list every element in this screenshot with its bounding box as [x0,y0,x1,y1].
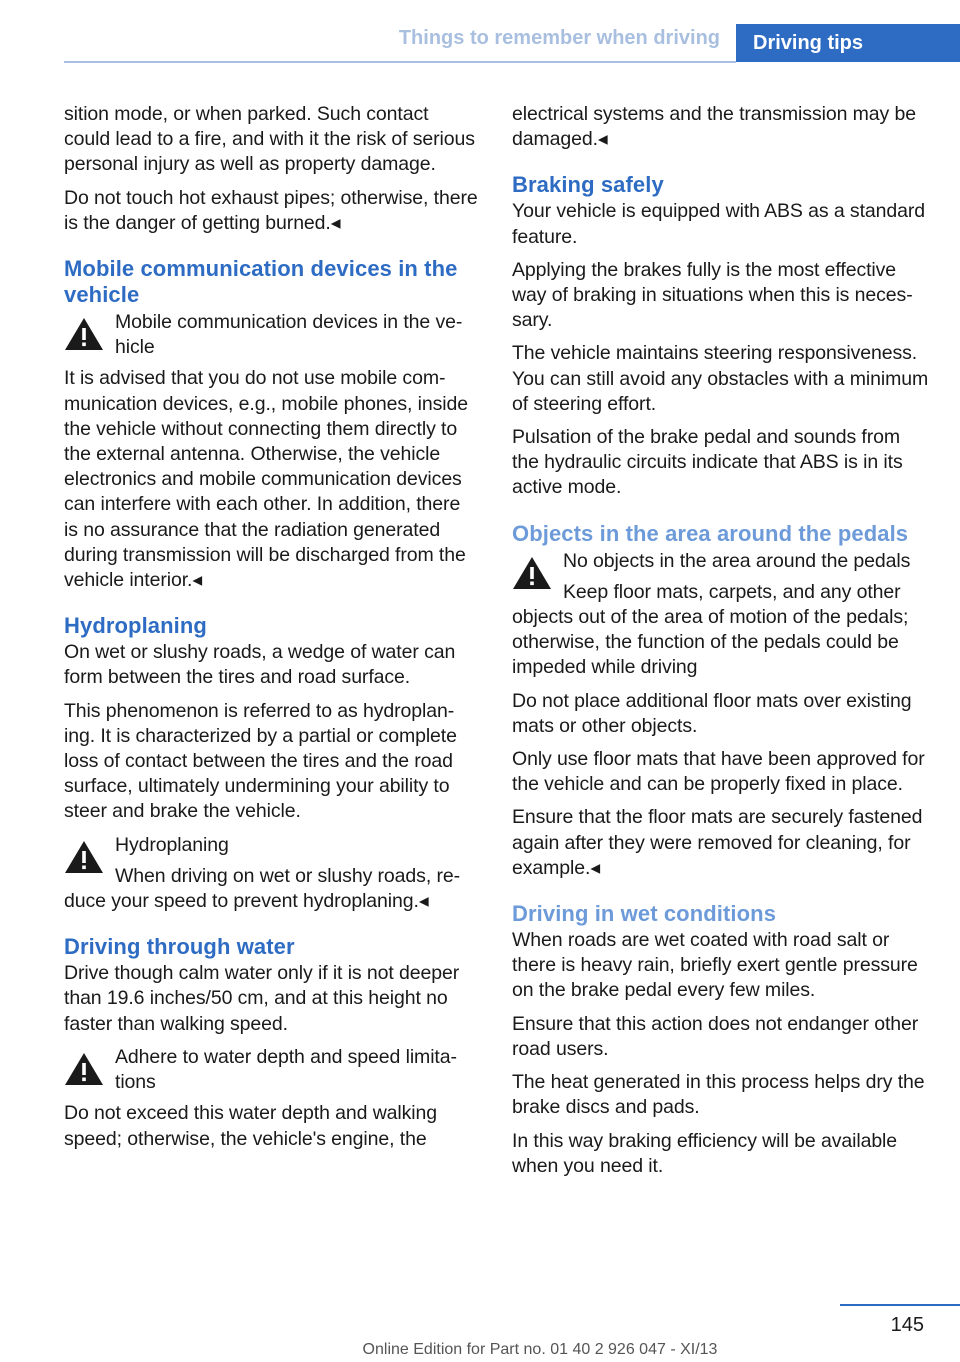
header-chapter-tab: Driving tips [736,24,960,62]
paragraph: The heat generated in this process helps dry the brake discs and pads. [512,1071,925,1119]
paragraph: Ensure that the floor mats are securely fastened again after they were removed for cleaning, for example.◂ [512,806,923,879]
paragraph: The vehicle maintains steering responsiveness. You can still avoid any obstacles with a minimum of steering effort. [512,342,929,415]
paragraph: Do not exceed this water depth and walking speed; otherwise, the vehicle's engine, the [64,1102,438,1150]
warning-triangle-icon [64,316,104,352]
warning-hydroplaning [64,833,478,858]
warning-triangle-icon [64,1051,104,1087]
paragraph: It is advised that you do not use mobile communication devices, e.g., mobile phones, inside the vehicle without connecting them directly to the external antenna. Otherwise, the vehicle electronics and mobile communication devices can interfere with each other. In addition, there is no assurance that the radiation generated during transmission will be discharged from the vehicle interior.◂ [64,367,468,592]
warning-title: No objects in the area around the pedals [563,549,911,572]
edition-text: Online Edition for Part no. 01 40 2 926 047 - XI/13 [362,1341,718,1358]
paragraph: Do not place additional floor mats over existing mats or other objects. [512,689,912,737]
warning-water-depth [64,1045,478,1095]
warning-text: When driving on wet or slushy roads, reduce your speed to prevent hydroplaning.◂ [64,864,461,913]
footer-edition [0,1341,960,1359]
paragraph: In this way braking efficiency will be available when you need it. [512,1129,898,1177]
paragraph: When roads are wet coated with road salt or there is heavy rain, briefly exert gentle pressure on the brake pedal every few miles. [512,929,918,1002]
paragraph: Only use floor mats that have been approved for the vehicle and can be properly fixed in place. [512,748,925,796]
heading-braking-safely: Braking safely [512,172,664,198]
header-rule [64,61,736,63]
warning-pedals [512,549,930,574]
warning-title: Hydroplaning [115,833,229,856]
paragraph: electrical systems and the transmission may be damaged.◂ [512,103,916,151]
paragraph: Applying the brakes fully is the most effective way of braking in situations when this is necessary. [512,258,913,332]
warning-title: Adhere to water depth and speed limitations [115,1045,457,1094]
paragraph: Do not touch hot exhaust pipes; otherwise, there is the danger of getting burned.◂ [64,186,478,234]
warning-triangle-icon [512,555,552,591]
heading-hydroplaning: Hydroplaning [64,613,207,639]
paragraph: Your vehicle is equipped with ABS as a standard feature. [512,200,926,248]
paragraph: Pulsation of the brake pedal and sounds from the hydraulic circuits indicate that ABS is in its active mode. [512,426,903,499]
footer-rule [840,1304,960,1306]
heading-objects-pedals: Objects in the area around the pedals [512,520,909,546]
right-column [512,102,930,1187]
paragraph: Ensure that this action does not endanger other road users. [512,1012,919,1060]
paragraph: Drive though calm water only if it is not deeper than 19.6 inches/50 cm, and at this height no faster than walking speed. [64,962,460,1035]
paragraph: sition mode, or when parked. Such contact could lead to a fire, and with it the risk of serious personal injury as well as property damage. [64,103,475,176]
heading-wet-conditions: Driving in wet conditions [512,901,777,927]
heading-driving-through-water: Driving through water [64,934,295,960]
warning-triangle-icon [64,839,104,875]
page-header [0,0,960,64]
header-section-title: Things to remember when driving [398,27,720,49]
warning-text: Keep floor mats, carpets, and any other objects out of the area of motion of the pedals; otherwise, the function of the pedals could be impeded while driving [512,580,909,679]
paragraph: This phenomenon is referred to as hydroplaning. It is characterized by a partial or complete loss of contact between the tires and the road surface, ultimately undermining your ability to steer and brake the vehicle. [64,699,457,823]
heading-mobile-devices: Mobile communication devices in the vehicle [64,256,458,308]
warning-mobile-devices [64,310,478,360]
warning-title: Mobile communication devices in the vehicle [115,311,463,359]
left-column [64,102,478,1160]
page-number: 145 [890,1314,924,1336]
paragraph: On wet or slushy roads, a wedge of water can form between the tires and road surface. [64,641,456,689]
